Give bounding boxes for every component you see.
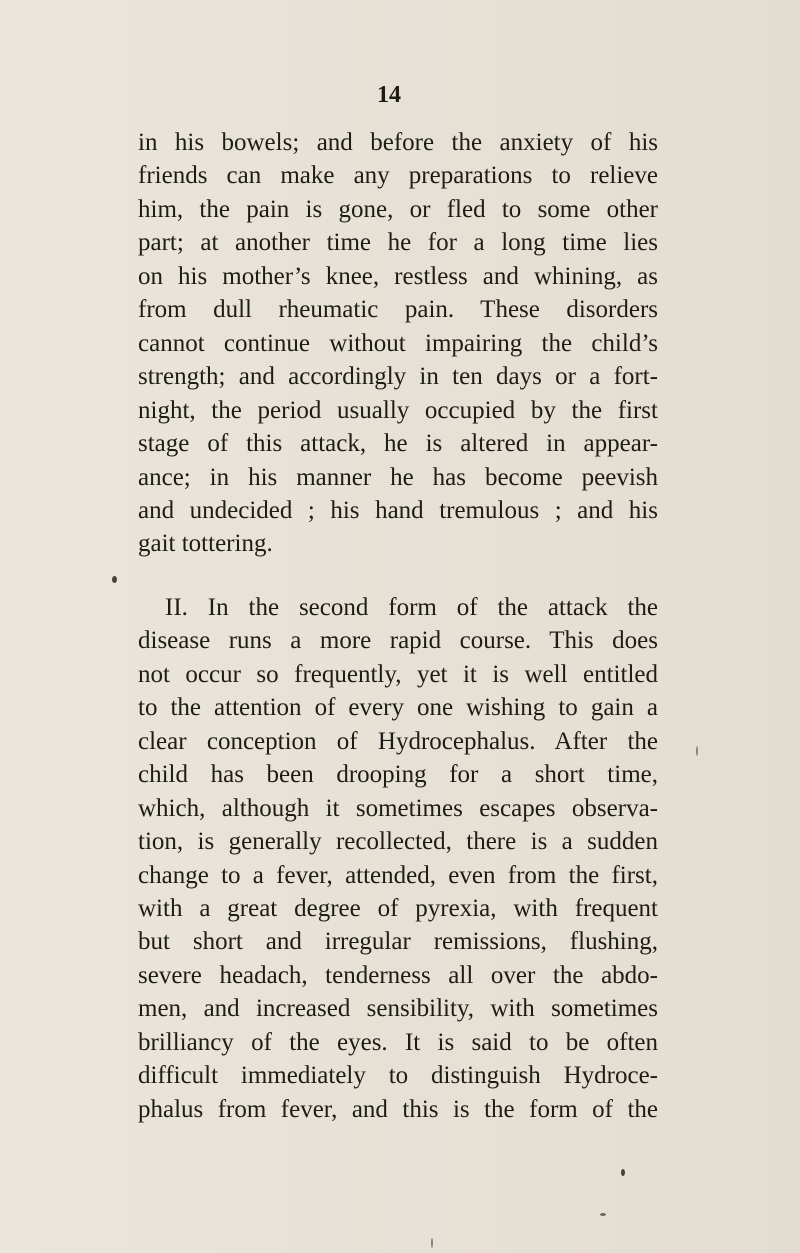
text-line: stage of this attack, he is altered in appear- xyxy=(138,430,658,458)
body-text xyxy=(138,126,658,1126)
text-line: with a great degree of pyrexia, with frequent xyxy=(138,894,658,922)
paper-speck xyxy=(112,576,117,583)
paragraph-2 xyxy=(138,591,658,1126)
text-line: night, the period usually occupied by the first xyxy=(138,396,658,424)
paragraph-gap xyxy=(138,561,658,591)
text-line: men, and increased sensibility, with sometimes xyxy=(138,995,658,1023)
text-line: in his bowels; and before the anxiety of his xyxy=(138,129,658,156)
paper-speck xyxy=(621,1169,625,1176)
paper-speck xyxy=(696,746,698,756)
text-line: gait tottering. xyxy=(138,530,273,558)
text-line: severe headach, tenderness all over the abdo- xyxy=(138,961,658,989)
page-number: 14 xyxy=(377,82,401,108)
text-line: but short and irregular remissions, flushing, xyxy=(138,928,658,956)
text-line: part; at another time he for a long time lies xyxy=(138,229,658,257)
text-line: not occur so frequently, yet it is well entitled xyxy=(138,660,658,688)
text-line: friends can make any preparations to relieve xyxy=(138,162,658,190)
text-line: phalus from fever, and this is the form of the xyxy=(138,1095,658,1123)
text-line: on his mother’s knee, restless and whining, as xyxy=(138,262,658,290)
paragraph-1 xyxy=(138,126,658,561)
text-line: from dull rheumatic pain. These disorders xyxy=(138,296,658,324)
text-line: disease runs a more rapid course. This does xyxy=(138,627,658,655)
text-line: and undecided ; his hand tremulous ; and his xyxy=(138,496,658,524)
text-line: brilliancy of the eyes. It is said to be often xyxy=(138,1028,658,1056)
text-line: him, the pain is gone, or fled to some other xyxy=(138,195,658,223)
text-line: ance; in his manner he has become peevish xyxy=(138,463,658,491)
text-line: change to a fever, attended, even from the first, xyxy=(138,861,658,889)
text-line: strength; and accordingly in ten days or a fort- xyxy=(138,363,658,391)
text-line: clear conception of Hydrocephalus. After the xyxy=(138,727,658,755)
text-line: child has been drooping for a short time, xyxy=(138,761,658,789)
text-line: which, although it sometimes escapes observa- xyxy=(138,794,658,822)
text-line: tion, is generally recollected, there is a sudden xyxy=(138,828,658,856)
text-line: to the attention of every one wishing to gain a xyxy=(138,694,658,722)
text-line: II. In the second form of the attack the xyxy=(165,593,658,621)
paper-speck xyxy=(600,1213,606,1216)
paper-speck xyxy=(431,1238,433,1248)
text-line: difficult immediately to distinguish Hydroce- xyxy=(138,1062,658,1090)
text-line: cannot continue without impairing the child’s xyxy=(138,329,658,357)
